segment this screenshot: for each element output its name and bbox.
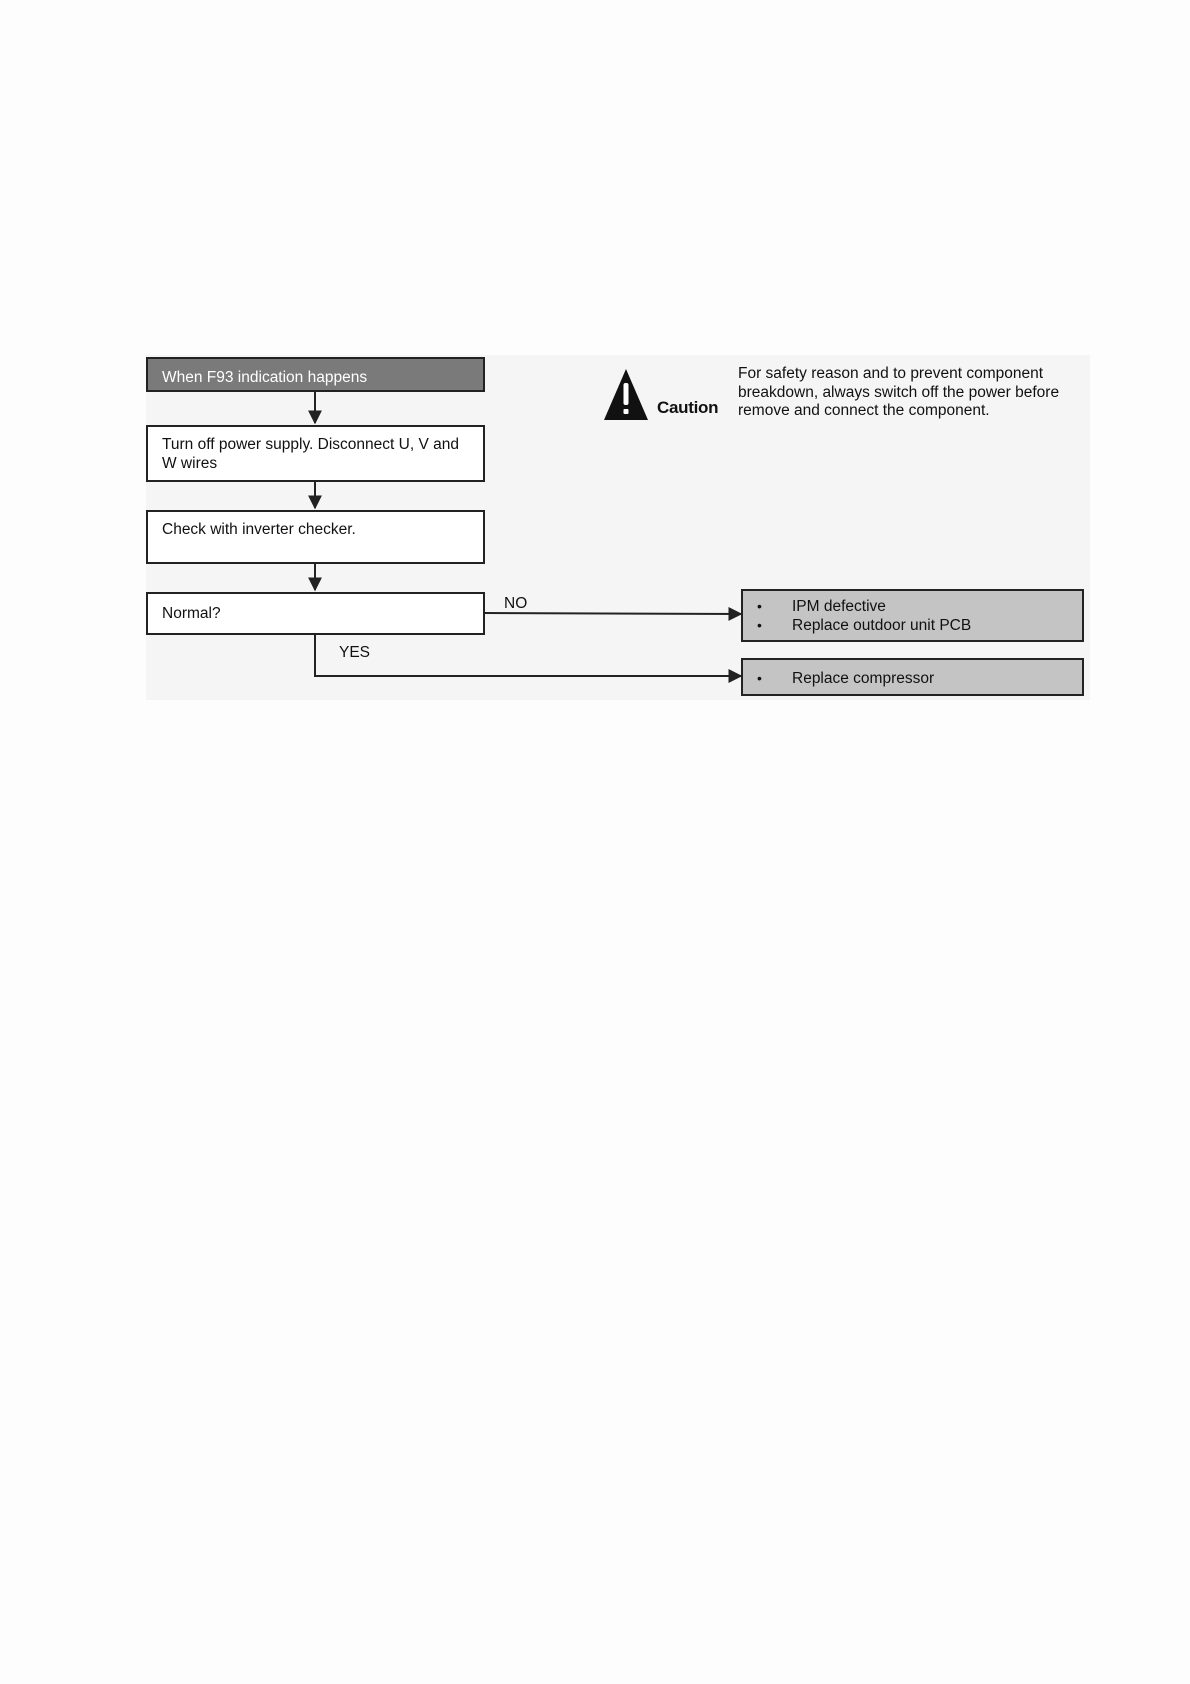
arrow-yes-branch [315, 634, 741, 676]
arrow-no-branch [484, 613, 741, 614]
step-check-inverter-label: Check with inverter checker. [162, 521, 356, 538]
yes-result-box [741, 658, 1084, 696]
step-turn-off-power-label: Turn off power supply. Disconnect U, V and W wires [162, 436, 459, 472]
no-result-item [757, 597, 1068, 616]
start-box [146, 357, 485, 392]
no-branch-label: NO [504, 595, 528, 612]
caution-text: For safety reason and to prevent component breakdown, always switch off the power before remove and connect the component. [738, 365, 1060, 419]
step-check-inverter-box [146, 510, 485, 564]
no-result-text-pcb: Replace outdoor unit PCB [792, 617, 972, 634]
yes-result-text-compressor: Replace compressor [792, 670, 935, 687]
caution-title: Caution [657, 398, 719, 417]
bullet-icon: • [757, 598, 762, 614]
start-label: When F93 indication happens [162, 369, 368, 386]
decision-normal-box [146, 592, 485, 635]
no-result-text-ipm: IPM defective [792, 598, 886, 615]
decision-normal-label: Normal? [162, 605, 221, 622]
yes-result-item [757, 669, 1068, 688]
step-turn-off-power-box [146, 425, 485, 482]
no-result-box [741, 589, 1084, 642]
bullet-icon: • [757, 670, 762, 686]
yes-branch-label: YES [339, 644, 371, 661]
no-result-item [757, 616, 1068, 635]
bullet-icon: • [757, 617, 762, 633]
